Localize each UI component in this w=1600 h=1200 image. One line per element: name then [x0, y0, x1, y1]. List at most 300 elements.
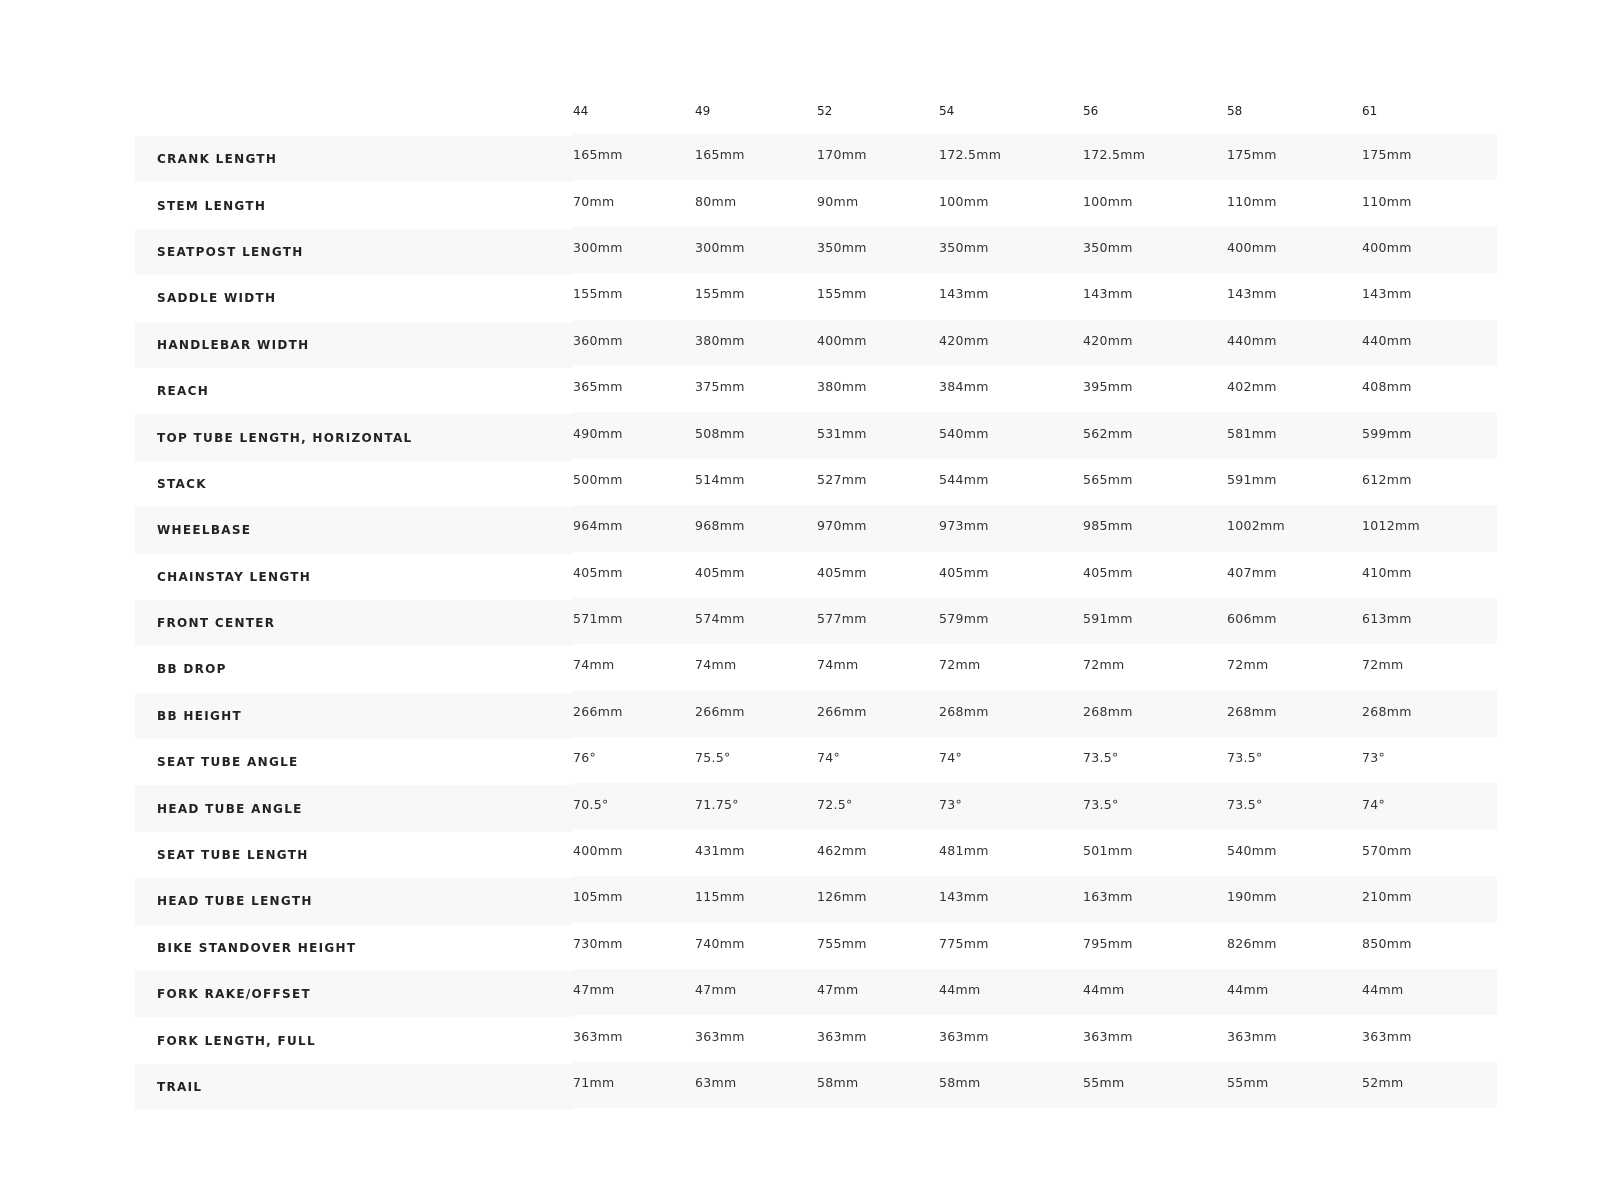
cell-value: 606mm [1227, 611, 1277, 627]
cell-value: 570mm [1362, 843, 1412, 859]
cell-value: 71mm [573, 1075, 615, 1090]
size-header: 58 [1227, 104, 1243, 118]
table-cell [1083, 737, 1227, 783]
cell-value: 968mm [695, 518, 745, 534]
table-cell [1362, 412, 1497, 458]
table-cell [1362, 598, 1497, 644]
table-cell [695, 505, 817, 551]
cell-value: 110mm [1227, 193, 1277, 209]
table-cell [1362, 134, 1497, 180]
cell-value: 612mm [1362, 471, 1412, 487]
table-cell [1227, 691, 1362, 737]
cell-value: 44mm [1362, 982, 1404, 998]
cell-value: 266mm [573, 703, 623, 719]
cell-value: 500mm [573, 471, 623, 487]
cell-value: 544mm [939, 471, 989, 487]
table-cell [1083, 923, 1227, 969]
table-cell [817, 876, 939, 922]
table-cell [1227, 876, 1362, 922]
table-cell [939, 320, 1083, 366]
cell-value: 268mm [1362, 703, 1412, 719]
cell-value: 100mm [1083, 193, 1133, 209]
cell-value: 155mm [573, 286, 623, 302]
cell-value: 73.5° [1083, 796, 1119, 812]
table-cell [1227, 598, 1362, 644]
cell-value: 190mm [1227, 889, 1277, 905]
cell-value: 74° [817, 750, 841, 766]
table-cell [695, 459, 817, 505]
table-cell [1362, 969, 1497, 1015]
cell-value: 300mm [573, 239, 623, 255]
table-row [135, 598, 1497, 644]
cell-value: 363mm [817, 1028, 867, 1044]
cell-value: 74° [1362, 796, 1386, 812]
row-label: TOP TUBE LENGTH, HORIZONTAL [157, 430, 413, 445]
table-cell [1227, 783, 1362, 829]
table-cell [939, 459, 1083, 505]
cell-value: 70.5° [573, 796, 609, 812]
table-row [135, 830, 1497, 876]
table-cell [1227, 969, 1362, 1015]
cell-value: 581mm [1227, 425, 1277, 441]
row-label: FRONT CENTER [157, 616, 276, 631]
table-cell [1362, 1015, 1497, 1061]
cell-value: 540mm [1227, 843, 1277, 859]
table-cell [939, 1015, 1083, 1061]
table-cell [573, 505, 695, 551]
table-cell [1083, 273, 1227, 319]
cell-value: 577mm [817, 611, 867, 627]
table-row [135, 691, 1497, 737]
table-cell [1083, 969, 1227, 1015]
cell-value: 210mm [1362, 889, 1412, 905]
cell-value: 540mm [939, 425, 989, 441]
table-row [135, 459, 1497, 505]
table-cell [695, 598, 817, 644]
cell-value: 58mm [817, 1075, 859, 1090]
table-row [135, 552, 1497, 598]
cell-value: 44mm [1083, 982, 1125, 998]
table-cell [1362, 273, 1497, 319]
table-cell [1362, 1062, 1497, 1108]
cell-value: 501mm [1083, 843, 1133, 859]
table-row [135, 180, 1497, 226]
cell-value: 407mm [1227, 564, 1277, 580]
table-cell [1227, 644, 1362, 690]
cell-value: 72.5° [817, 796, 853, 812]
cell-value: 72mm [1362, 657, 1404, 673]
cell-value: 100mm [939, 193, 989, 209]
table-cell [1227, 366, 1362, 412]
cell-value: 165mm [695, 147, 745, 163]
table-cell [695, 691, 817, 737]
size-header: 44 [573, 104, 589, 118]
table-cell [939, 180, 1083, 226]
row-label: BB HEIGHT [157, 708, 242, 723]
cell-value: 380mm [695, 332, 745, 348]
cell-value: 565mm [1083, 471, 1133, 487]
table-cell [939, 783, 1083, 829]
cell-value: 481mm [939, 843, 989, 859]
cell-value: 266mm [817, 703, 867, 719]
cell-value: 44mm [939, 982, 981, 998]
cell-value: 175mm [1362, 147, 1412, 163]
table-cell [1227, 459, 1362, 505]
cell-value: 55mm [1227, 1075, 1269, 1090]
table-cell [1083, 598, 1227, 644]
cell-value: 172.5mm [1083, 147, 1146, 163]
table-cell [1227, 412, 1362, 458]
table-header [135, 88, 1497, 134]
table-cell [939, 737, 1083, 783]
cell-value: 985mm [1083, 518, 1133, 534]
cell-value: 1002mm [1227, 518, 1285, 534]
table-cell [695, 180, 817, 226]
table-cell [695, 412, 817, 458]
cell-value: 80mm [695, 193, 737, 209]
cell-value: 420mm [1083, 332, 1133, 348]
table-cell [695, 134, 817, 180]
size-header: 54 [939, 104, 955, 118]
table-row [135, 737, 1497, 783]
cell-value: 72mm [939, 657, 981, 673]
table-cell [1227, 505, 1362, 551]
cell-value: 266mm [695, 703, 745, 719]
cell-value: 599mm [1362, 425, 1412, 441]
cell-value: 155mm [695, 286, 745, 302]
row-label: WHEELBASE [157, 523, 252, 538]
cell-value: 365mm [573, 379, 623, 395]
row-label: REACH [157, 384, 210, 399]
table-cell [817, 459, 939, 505]
table-row [135, 923, 1497, 969]
cell-value: 384mm [939, 379, 989, 395]
table-cell [573, 227, 695, 273]
table-cell [817, 273, 939, 319]
table-cell [817, 783, 939, 829]
table-row [135, 412, 1497, 458]
row-label: SEATPOST LENGTH [157, 244, 304, 259]
table-cell [939, 969, 1083, 1015]
cell-value: 350mm [1083, 239, 1133, 255]
table-cell [817, 737, 939, 783]
table-cell [1227, 227, 1362, 273]
cell-value: 363mm [695, 1028, 745, 1044]
table-cell [695, 320, 817, 366]
cell-value: 405mm [817, 564, 867, 580]
cell-value: 73.5° [1227, 796, 1263, 812]
cell-value: 755mm [817, 935, 867, 951]
cell-value: 405mm [1083, 564, 1133, 580]
table-row [135, 876, 1497, 922]
table-cell [573, 783, 695, 829]
cell-value: 55mm [1083, 1075, 1125, 1090]
table-cell [695, 273, 817, 319]
table-cell [1083, 412, 1227, 458]
row-label: SADDLE WIDTH [157, 291, 277, 306]
cell-value: 363mm [1227, 1028, 1277, 1044]
cell-value: 90mm [817, 193, 859, 209]
table-cell [1362, 923, 1497, 969]
cell-value: 72mm [1083, 657, 1125, 673]
table-cell [817, 227, 939, 273]
cell-value: 52mm [1362, 1075, 1404, 1090]
table-cell [573, 923, 695, 969]
table-cell [939, 876, 1083, 922]
table-cell [817, 320, 939, 366]
table-cell [939, 227, 1083, 273]
row-label: FORK LENGTH, FULL [157, 1033, 316, 1048]
cell-value: 571mm [573, 611, 623, 627]
table-row [135, 783, 1497, 829]
table-cell [573, 876, 695, 922]
size-header: 61 [1362, 104, 1378, 118]
cell-value: 531mm [817, 425, 867, 441]
table-row [135, 969, 1497, 1015]
table-cell [817, 969, 939, 1015]
cell-value: 740mm [695, 935, 745, 951]
table-cell [1083, 830, 1227, 876]
table-cell [1362, 691, 1497, 737]
cell-value: 73° [939, 796, 963, 812]
cell-value: 408mm [1362, 379, 1412, 395]
cell-value: 74° [939, 750, 963, 766]
table-cell [1362, 644, 1497, 690]
table-cell [573, 459, 695, 505]
row-label: BIKE STANDOVER HEIGHT [157, 940, 357, 955]
table-cell [817, 1015, 939, 1061]
cell-value: 47mm [695, 982, 737, 998]
table-cell [817, 134, 939, 180]
cell-value: 75.5° [695, 750, 731, 766]
table-cell [817, 412, 939, 458]
cell-value: 514mm [695, 471, 745, 487]
cell-value: 143mm [939, 889, 989, 905]
cell-value: 402mm [1227, 379, 1277, 395]
cell-value: 350mm [939, 239, 989, 255]
table-cell [1083, 876, 1227, 922]
cell-value: 105mm [573, 889, 623, 905]
table-cell [1083, 366, 1227, 412]
table-cell [817, 923, 939, 969]
cell-value: 58mm [939, 1075, 981, 1090]
table-cell [573, 691, 695, 737]
cell-value: 300mm [695, 239, 745, 255]
table-cell [695, 969, 817, 1015]
table-cell [573, 830, 695, 876]
table-cell [1362, 180, 1497, 226]
table-cell [1227, 273, 1362, 319]
table-cell [1083, 134, 1227, 180]
header-label-spacer [135, 88, 573, 134]
table-cell [817, 598, 939, 644]
table-cell [939, 923, 1083, 969]
cell-value: 363mm [573, 1028, 623, 1044]
cell-value: 410mm [1362, 564, 1412, 580]
table-cell [1083, 180, 1227, 226]
table-cell [573, 180, 695, 226]
row-label: HEAD TUBE ANGLE [157, 801, 303, 816]
cell-value: 775mm [939, 935, 989, 951]
table-cell [817, 180, 939, 226]
cell-value: 380mm [817, 379, 867, 395]
row-label: BB DROP [157, 662, 227, 677]
table-cell [939, 134, 1083, 180]
table-row [135, 644, 1497, 690]
cell-value: 163mm [1083, 889, 1133, 905]
cell-value: 143mm [1227, 286, 1277, 302]
table-cell [1083, 227, 1227, 273]
table-cell [1362, 320, 1497, 366]
table-row [135, 134, 1497, 180]
table-cell [1362, 366, 1497, 412]
cell-value: 400mm [573, 843, 623, 859]
table-cell [573, 737, 695, 783]
cell-value: 268mm [1227, 703, 1277, 719]
row-label: CHAINSTAY LENGTH [157, 569, 312, 584]
cell-value: 405mm [695, 564, 745, 580]
table-cell [695, 783, 817, 829]
table-row [135, 320, 1497, 366]
cell-value: 363mm [1083, 1028, 1133, 1044]
table-cell [1083, 320, 1227, 366]
cell-value: 613mm [1362, 611, 1412, 627]
cell-value: 143mm [939, 286, 989, 302]
cell-value: 126mm [817, 889, 867, 905]
table-row [135, 227, 1497, 273]
table-cell [1362, 552, 1497, 598]
table-row [135, 366, 1497, 412]
geometry-table [135, 88, 1497, 1108]
cell-value: 268mm [1083, 703, 1133, 719]
cell-value: 165mm [573, 147, 623, 163]
table-cell [1362, 505, 1497, 551]
row-label: HEAD TUBE LENGTH [157, 894, 313, 909]
cell-value: 405mm [573, 564, 623, 580]
table-cell [1083, 783, 1227, 829]
table-cell [817, 505, 939, 551]
cell-value: 363mm [939, 1028, 989, 1044]
table-row [135, 505, 1497, 551]
table-cell [695, 923, 817, 969]
table-cell [573, 366, 695, 412]
table-cell [1227, 320, 1362, 366]
table-cell [939, 273, 1083, 319]
cell-value: 363mm [1362, 1028, 1412, 1044]
table-cell [1362, 876, 1497, 922]
cell-value: 74mm [695, 657, 737, 673]
table-cell [1227, 180, 1362, 226]
table-cell [573, 552, 695, 598]
cell-value: 562mm [1083, 425, 1133, 441]
size-header: 52 [817, 104, 833, 118]
table-cell [1227, 134, 1362, 180]
cell-value: 170mm [817, 147, 867, 163]
table-row [135, 273, 1497, 319]
table-cell [695, 552, 817, 598]
table-cell [695, 737, 817, 783]
cell-value: 74mm [573, 657, 615, 673]
cell-value: 973mm [939, 518, 989, 534]
table-cell [1227, 552, 1362, 598]
table-cell [573, 644, 695, 690]
table-cell [1362, 227, 1497, 273]
size-header: 56 [1083, 104, 1099, 118]
cell-value: 268mm [939, 703, 989, 719]
table-cell [573, 320, 695, 366]
cell-value: 431mm [695, 843, 745, 859]
cell-value: 71.75° [695, 796, 739, 812]
cell-value: 115mm [695, 889, 745, 905]
cell-value: 73° [1362, 750, 1386, 766]
table-row [135, 1062, 1497, 1108]
table-cell [1362, 459, 1497, 505]
table-cell [1227, 737, 1362, 783]
row-label: SEAT TUBE LENGTH [157, 848, 309, 863]
row-label: FORK RAKE/OFFSET [157, 987, 311, 1002]
cell-value: 850mm [1362, 935, 1412, 951]
cell-value: 730mm [573, 935, 623, 951]
cell-value: 574mm [695, 611, 745, 627]
table-cell [1362, 783, 1497, 829]
table-cell [939, 552, 1083, 598]
table-cell [1083, 1015, 1227, 1061]
cell-value: 63mm [695, 1075, 737, 1090]
table-cell [695, 1062, 817, 1108]
table-cell [939, 366, 1083, 412]
table-body [135, 134, 1497, 1108]
table-cell [695, 227, 817, 273]
table-cell [573, 969, 695, 1015]
cell-value: 73.5° [1227, 750, 1263, 766]
cell-value: 360mm [573, 332, 623, 348]
table-cell [695, 830, 817, 876]
table-cell [939, 598, 1083, 644]
row-label: HANDLEBAR WIDTH [157, 337, 310, 352]
cell-value: 143mm [1083, 286, 1133, 302]
size-header: 49 [695, 104, 711, 118]
cell-value: 591mm [1227, 471, 1277, 487]
cell-value: 74mm [817, 657, 859, 673]
table-cell [1227, 1015, 1362, 1061]
cell-value: 970mm [817, 518, 867, 534]
cell-value: 72mm [1227, 657, 1269, 673]
table-cell [573, 273, 695, 319]
cell-value: 440mm [1227, 332, 1277, 348]
table-cell [939, 1062, 1083, 1108]
cell-value: 400mm [817, 332, 867, 348]
table-cell [1362, 737, 1497, 783]
cell-value: 395mm [1083, 379, 1133, 395]
row-label: STEM LENGTH [157, 198, 267, 213]
cell-value: 375mm [695, 379, 745, 395]
cell-value: 795mm [1083, 935, 1133, 951]
table-row [135, 1015, 1497, 1061]
cell-value: 964mm [573, 518, 623, 534]
cell-value: 462mm [817, 843, 867, 859]
table-cell [1227, 1062, 1362, 1108]
table-cell [939, 830, 1083, 876]
row-label: CRANK LENGTH [157, 152, 278, 167]
cell-value: 508mm [695, 425, 745, 441]
header-row [135, 88, 1497, 134]
table-cell [1083, 505, 1227, 551]
table-cell [817, 366, 939, 412]
table-cell [939, 412, 1083, 458]
table-cell [573, 1062, 695, 1108]
table-cell [1362, 830, 1497, 876]
row-label: TRAIL [157, 1080, 203, 1094]
